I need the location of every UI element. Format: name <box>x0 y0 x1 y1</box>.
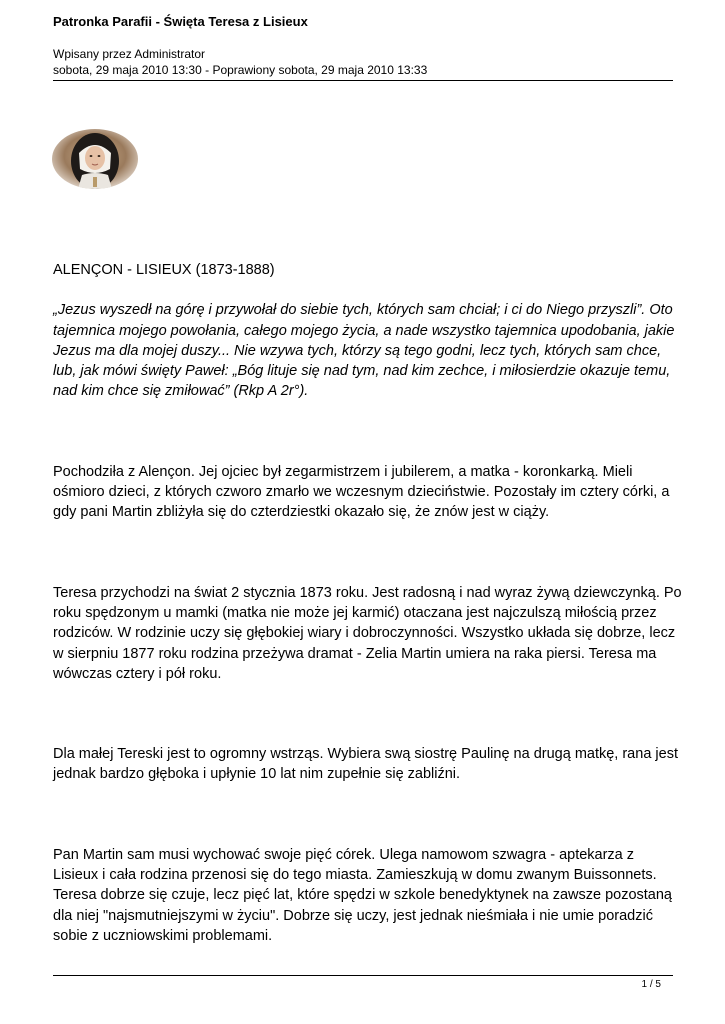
article-body <box>53 260 683 946</box>
author-line: Wpisany przez Administrator <box>53 47 206 61</box>
paragraph: Pochodziła z Alençon. Jej ojciec był zegarmistrzem i jubilerem, a matka - koronkarką. Mieli ośmioro dzieci, z których czworo zmarło we wczesnym dzieciństwie. Pozostały im cztery córki, a gdy pani Martin zbliżyła się do czterdziestki okazało się, że znów jest w ciąży. <box>53 463 670 521</box>
page-title: Patronka Parafii - Święta Teresa z Lisieux <box>53 14 308 29</box>
saint-portrait-image <box>52 129 138 189</box>
opening-quote: „Jezus wyszedł na górę i przywołał do siebie tych, których sam chciał; i ci do Niego przyszli”. Oto tajemnica mojego powołania, całego mojego życia, a nade wszystko tajemnica upodobania, jakie Jezus ma dla mojej duszy... Nie wzywa tych, którzy są tego godni, lecz tych, których sam chce, lub, jak mówi święty Paweł: „Bóg lituje się nad tym, nad kim zechce, i miłosierdzie okazuje temu, nad kim chce się zmiłować” (Rkp A 2r°). <box>53 302 675 400</box>
paragraph: Pan Martin sam musi wychować swoje pięć córek. Ulega namowom szwagra - aptekarza z Lisieux i cała rodzina przenosi się do tego miasta. Zamieszkują w domu zwanym Buissonnets. Teresa dobrze się czuje, lecz pięć lat, które spędzi w szkole benedyktynek na zawsze pozostaną dla niej "najsmutniejszymi w życiu". Dobrze się uczy, jest jednak nieśmiała i nie umie poradzić sobie z uczniowskimi problemami. <box>53 846 672 944</box>
header-divider <box>53 80 673 81</box>
date-line: sobota, 29 maja 2010 13:30 - Poprawiony sobota, 29 maja 2010 13:33 <box>53 63 428 77</box>
paragraph: Teresa przychodzi na świat 2 stycznia 1873 roku. Jest radosną i nad wyraz żywą dziewczynką. Po roku spędzonym u mamki (matka nie może jej karmić) otaczana jest najczulszą miłością przez rodziców. W rodzinie uczy się głębokiej wiary i dobroczynności. Wszystko układa się dobrze, lecz w sierpniu 1877 roku rodzina przeżywa dramat - Zelia Martin umiera na raka piersi. Teresa ma wówczas cztery i pół roku. <box>53 584 682 682</box>
paragraph: Dla małej Tereski jest to ogromny wstrząs. Wybiera swą siostrę Paulinę na drugą matkę, rana jest jednak bardzo głęboka i upłynie 10 lat nim zupełnie się zabliźni. <box>53 746 678 783</box>
page-number: 1 / 5 <box>641 979 661 990</box>
section-heading: ALENÇON - LISIEUX (1873-1888) <box>53 262 275 278</box>
article-meta <box>53 46 427 78</box>
footer-divider <box>53 975 673 976</box>
